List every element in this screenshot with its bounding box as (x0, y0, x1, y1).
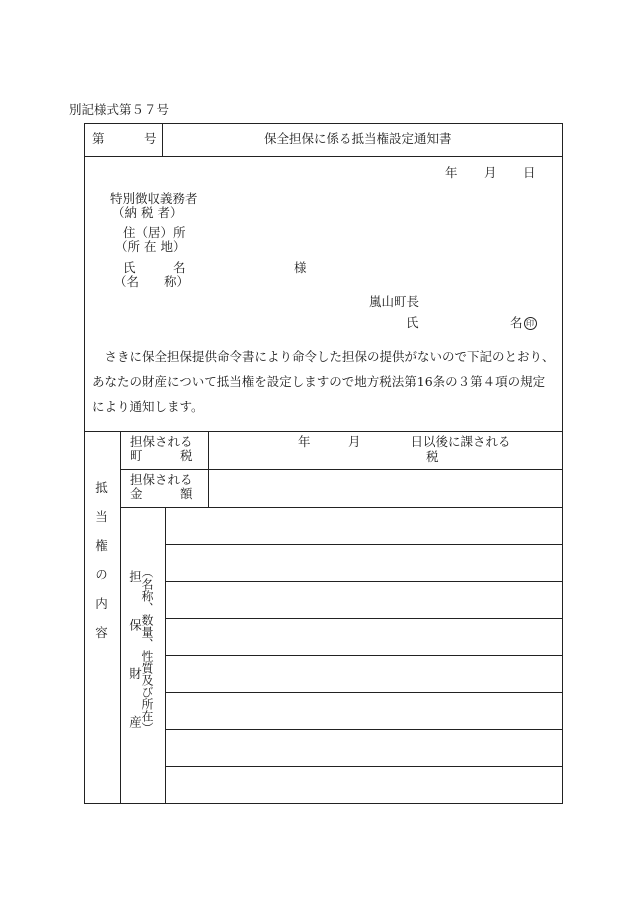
property-note: （名称、数量、性質及び所在） (140, 566, 154, 734)
number-prefix: 第 (92, 131, 105, 146)
date-month: 月 (484, 165, 497, 180)
issuer-seal (510, 317, 537, 330)
obligor-label: 特別徴収義務者 (110, 191, 198, 206)
amount-label-line1: 担保される (130, 472, 193, 487)
property-label: 担保財産 (127, 570, 143, 764)
tax-label-line2: 町 税 (130, 448, 193, 463)
issuer-title: 嵐山町長 (369, 294, 420, 309)
section-title: 抵当権の内容 (93, 481, 109, 655)
form-label: 別記様式第５７号 (69, 102, 170, 117)
issuer-seal-label: 名 (510, 315, 523, 330)
amount-label-line2: 金 額 (130, 486, 193, 501)
issuer-name-label: 氏 (406, 315, 419, 330)
name-sub-label: （名 称） (114, 274, 190, 289)
notice-body: さきに保全担保提供命令書により命令した担保の提供がないので下記のとおり、あなたの財産について抵当権を設定しますので地方税法第16条の３第４項の規定により通知します。 (92, 349, 555, 414)
honorific: 様 (294, 260, 307, 275)
address-sub-label: （所 在 地） (115, 239, 186, 254)
number-suffix: 号 (144, 131, 157, 146)
date-day: 日 (523, 165, 536, 180)
obligor-sub-label: （納 税 者） (112, 205, 183, 220)
date-year: 年 (445, 165, 458, 180)
name-label: 氏 名 (123, 260, 186, 275)
seal-icon: 印 (524, 317, 537, 330)
document-title: 保全担保に係る抵当権設定通知書 (264, 131, 452, 146)
tax-label-line1: 担保される (130, 434, 193, 449)
address-label: 住（居）所 (123, 225, 186, 240)
tax-value-line2: 税 (426, 449, 439, 464)
tax-value-line1: 年 月 日以後に課される (298, 434, 511, 449)
